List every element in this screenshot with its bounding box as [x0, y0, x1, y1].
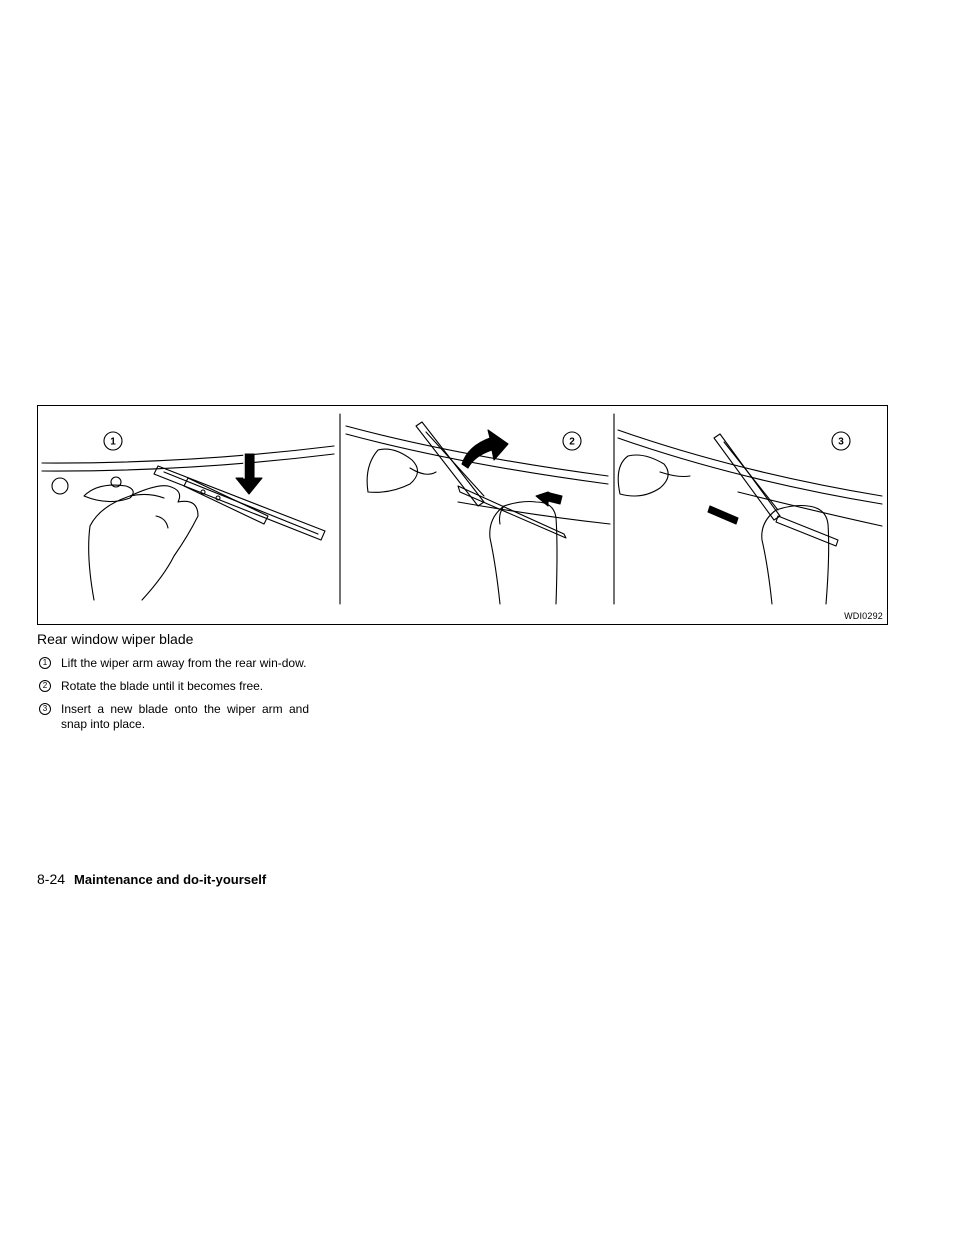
figure-caption: Rear window wiper blade [37, 631, 194, 647]
step-item [37, 702, 309, 732]
step-number: 2 [39, 680, 51, 692]
step-text: Lift the wiper arm away from the rear win-dow. [61, 656, 307, 670]
figure-code: WDI0292 [844, 611, 883, 621]
page-number: 8-24 [37, 871, 66, 887]
wiper-blade-illustration [37, 405, 888, 625]
panel-2-drawing [346, 422, 610, 604]
illustration-drawing [38, 406, 889, 626]
step-text: Rotate the blade until it becomes free. [61, 679, 264, 693]
step-item [37, 656, 309, 671]
panel-label-2: 2 [569, 436, 575, 448]
panel-1-drawing [42, 446, 334, 600]
step-number: 3 [39, 703, 51, 715]
panel-label-1: 1 [110, 436, 116, 448]
instruction-steps [37, 656, 309, 740]
panel-3-drawing [618, 430, 882, 604]
step-text: Insert a new blade onto the wiper arm and snap into place. [61, 702, 309, 731]
section-title: Maintenance and do-it-yourself [74, 872, 267, 887]
panel-label-3: 3 [838, 436, 844, 448]
step-number: 1 [39, 657, 51, 669]
step-item [37, 679, 309, 694]
page-footer [37, 871, 266, 887]
